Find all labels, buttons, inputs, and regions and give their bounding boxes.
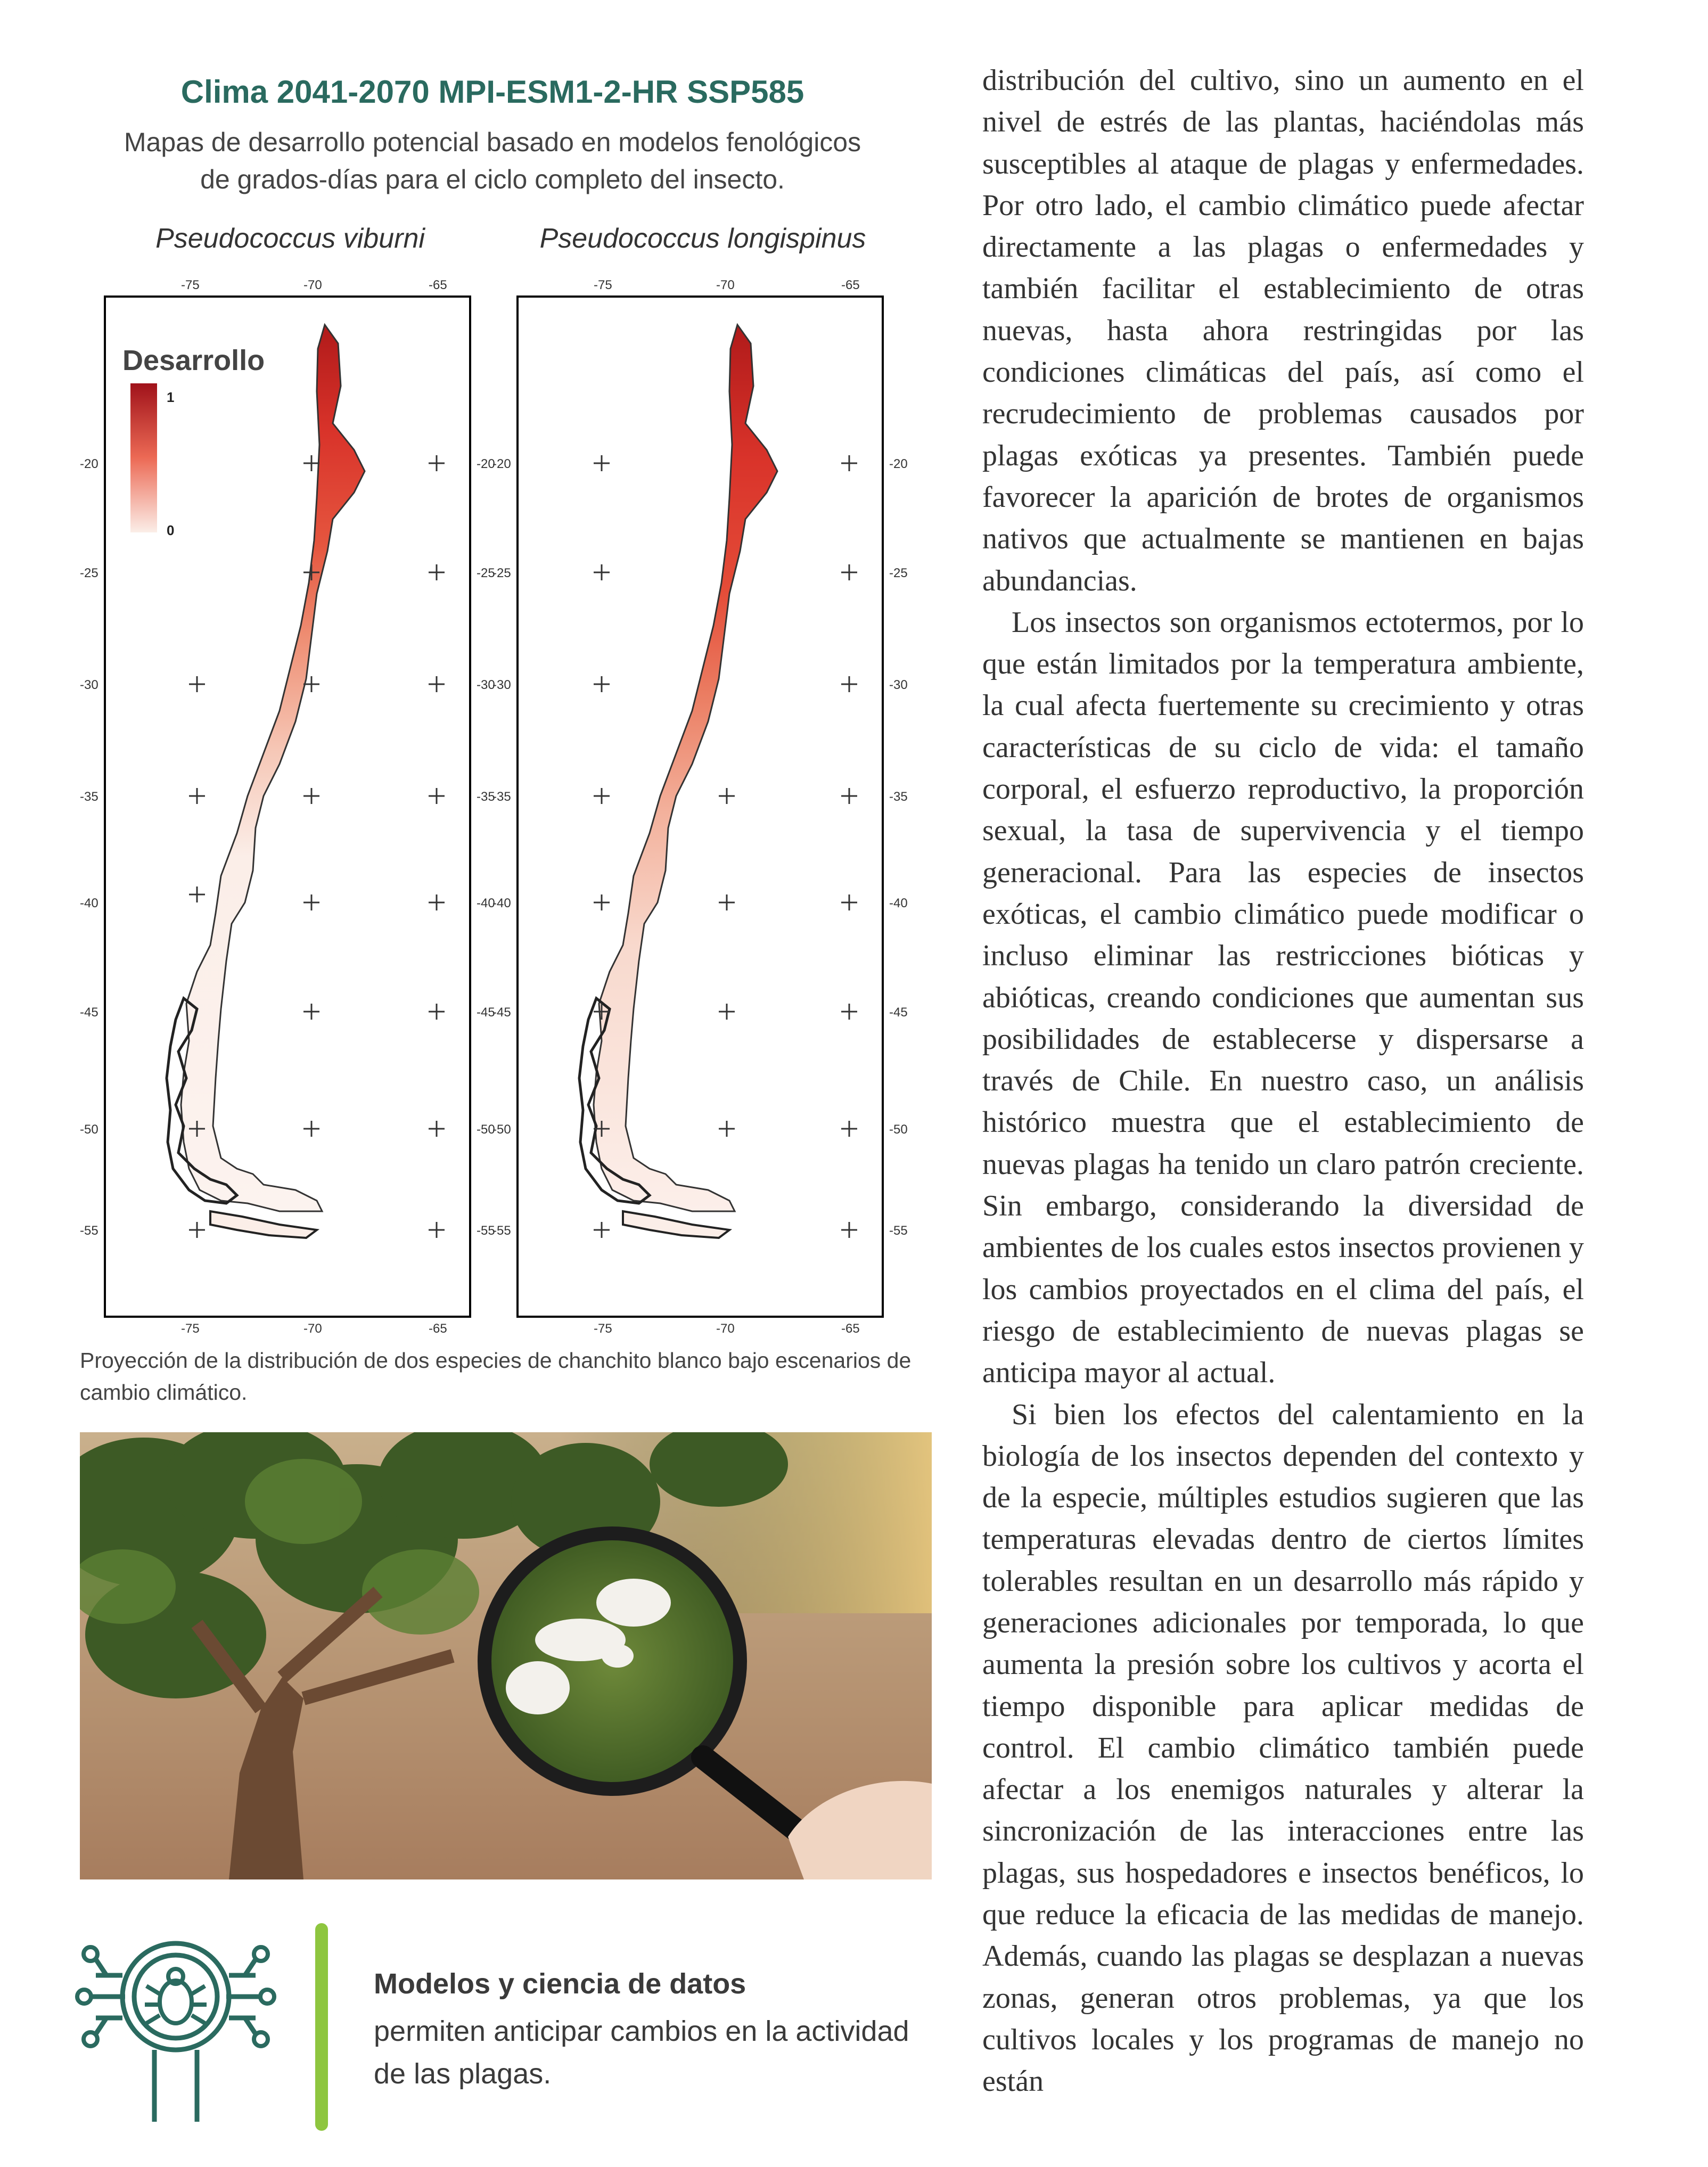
lat-tick-label: -40 [889,896,908,910]
lat-tick-label: -25 [492,566,511,580]
lat-tick-label: -50 [80,1122,98,1137]
paragraph-3: Si bien los efectos del calentamiento en la biología de los insectos dependen del contexto y de la especie, múltiples estudios sugieren que las temperaturas elevadas dentro de ciertos límites tolerables resultan en un desarrollo más rápido y generaciones adicionales por temporada, lo que aumenta la presión sobre los cultivos y acorta el tiempo disponible para aplicar medidas de control. El cambio climático también puede afectar a los enemigos naturales y alterar la sincronización de las interacciones entre las plagas, sus hospedadores e insectos benéficos, lo que reduce la eficacia de las medidas de manejo. Además, cuando las plagas se desplazan a nuevas zonas, generan otros problemas, ya que los cultivos locales y los programas de manejo no están [982,1398,1584,2098]
legend-min: 0 [167,522,175,538]
map-frame [104,296,471,1318]
paragraph-1: distribución del cultivo, sino un aumento en el nivel de estrés de las plantas, haciéndolas más susceptibles al ataque de plagas y enfermedades. Por otro lado, el cambio climático puede afectar directamente a las plagas o enfermedades y también facilitar el establecimiento de otras nuevas, hasta ahora restringidas por las condiciones climáticas del país, así como el recrudecimiento de problemas causados por plagas exóticas ya presentes. También puede favorecer la aparición de brotes de organismos nativos que actualmente se mantienen en bajas abundancias. [982,64,1584,597]
tierra-del-fuego [210,1211,317,1238]
legend-max: 1 [167,389,175,405]
species-label-left: Pseudococcus viburni [155,223,425,254]
lon-tick-label: -65 [841,1321,860,1336]
figure-subtitle-line-1: Mapas de desarrollo potencial basado en modelos fenológicos [124,127,861,157]
lat-tick-label: -25 [477,566,495,580]
lat-tick-label: -55 [477,1224,495,1238]
paragraph-2: Los insectos son organismos ectotermos, por lo que están limitados por la temperatura ambiente, la cual afecta fuertemente su crecimiento y otras características de su ciclo de vida: el tamaño corporal, el esfuerzo reproductivo, la proporción sexual, la tasa de supervivencia y el tiempo generacional. Para las especies de insectos exóticas, el cambio climático puede modificar o incluso eliminar las restricciones bióticas y abióticas, creando condiciones que aumentan sus posibilidades de establecerse y dispersarse a través de Chile. En nuestro caso, un análisis histórico muestra que el establecimiento de nuevas plagas ha tenido un claro patrón creciente. Sin embargo, considerando la diversidad de ambientes de los cuales estos insectos provienen y los cambios proyectados en el clima del país, el riesgo de establecimiento de nuevas plagas se anticipa mayor al actual. [982,605,1584,1390]
map-frame [516,296,884,1318]
mealybug-magnifier-photo [80,1432,932,1879]
bug-circuit-icon [75,1917,277,2130]
lat-tick-label: -55 [492,1224,511,1238]
lat-tick-label: -20 [889,457,908,471]
chile-outline [594,325,777,1211]
lon-tick-label: -70 [716,278,735,292]
map-panel-viburni [104,296,471,1318]
lat-tick-label: -35 [492,790,511,804]
lat-tick-label: -35 [889,790,908,804]
lat-tick-label: -20 [477,457,495,471]
lat-tick-label: -30 [492,678,511,692]
figure-title: Clima 2041-2070 MPI-ESM1-2-HR SSP585 [180,74,804,110]
tierra-del-fuego [623,1211,729,1238]
lat-tick-label: -45 [477,1005,495,1020]
lon-tick-label: -75 [594,1321,612,1336]
body-text-column [982,60,1584,2103]
lat-tick-label: -45 [889,1005,908,1020]
lat-tick-label: -40 [477,896,495,910]
lat-tick-label: -45 [492,1005,511,1020]
graticule [189,455,445,1238]
legend-colorbar [130,383,157,532]
lon-tick-label: -70 [716,1321,735,1336]
lat-tick-label: -35 [80,790,98,804]
lat-tick-label: -50 [889,1122,908,1137]
lat-tick-label: -35 [477,790,495,804]
map-longispinus [516,296,884,1318]
lat-tick-label: -20 [80,457,98,471]
lat-tick-label: -45 [80,1005,98,1020]
lat-tick-label: -25 [889,566,908,580]
lon-tick-label: -65 [429,1321,447,1336]
callout-title: Modelos y ciencia de datos [374,1968,746,2000]
map-panel-longispinus [516,296,884,1318]
lat-tick-label: -30 [477,678,495,692]
map-viburni [104,296,471,1318]
lat-tick-label: -30 [80,678,98,692]
lat-tick-label: -20 [492,457,511,471]
lon-tick-label: -75 [181,278,200,292]
legend-title: Desarrollo [122,344,265,376]
lat-tick-label: -50 [492,1122,511,1137]
lat-tick-label: -40 [492,896,511,910]
accent-bar [315,1923,328,2131]
lon-tick-label: -70 [303,278,322,292]
species-label-right: Pseudococcus longispinus [539,223,866,254]
callout-text: permiten anticipar cambios en la actividad de las plagas. [374,2015,909,2090]
lon-tick-label: -75 [181,1321,200,1336]
figure-caption: Proyección de la distribución de dos especies de chanchito blanco bajo escenarios de cambio climático. [80,1348,912,1405]
lon-tick-label: -65 [429,278,447,292]
lat-tick-label: -50 [477,1122,495,1137]
chile-outline [181,325,365,1211]
lon-tick-label: -65 [841,278,860,292]
lon-tick-label: -70 [303,1321,322,1336]
figure-subtitle [80,124,905,198]
lat-tick-label: -40 [80,896,98,910]
lat-tick-label: -25 [80,566,98,580]
lat-tick-label: -30 [889,678,908,692]
lat-tick-label: -55 [80,1224,98,1238]
lon-tick-label: -75 [594,278,612,292]
lat-tick-label: -55 [889,1224,908,1238]
figure-subtitle-line-2: de grados-días para el ciclo completo del insecto. [200,165,785,194]
